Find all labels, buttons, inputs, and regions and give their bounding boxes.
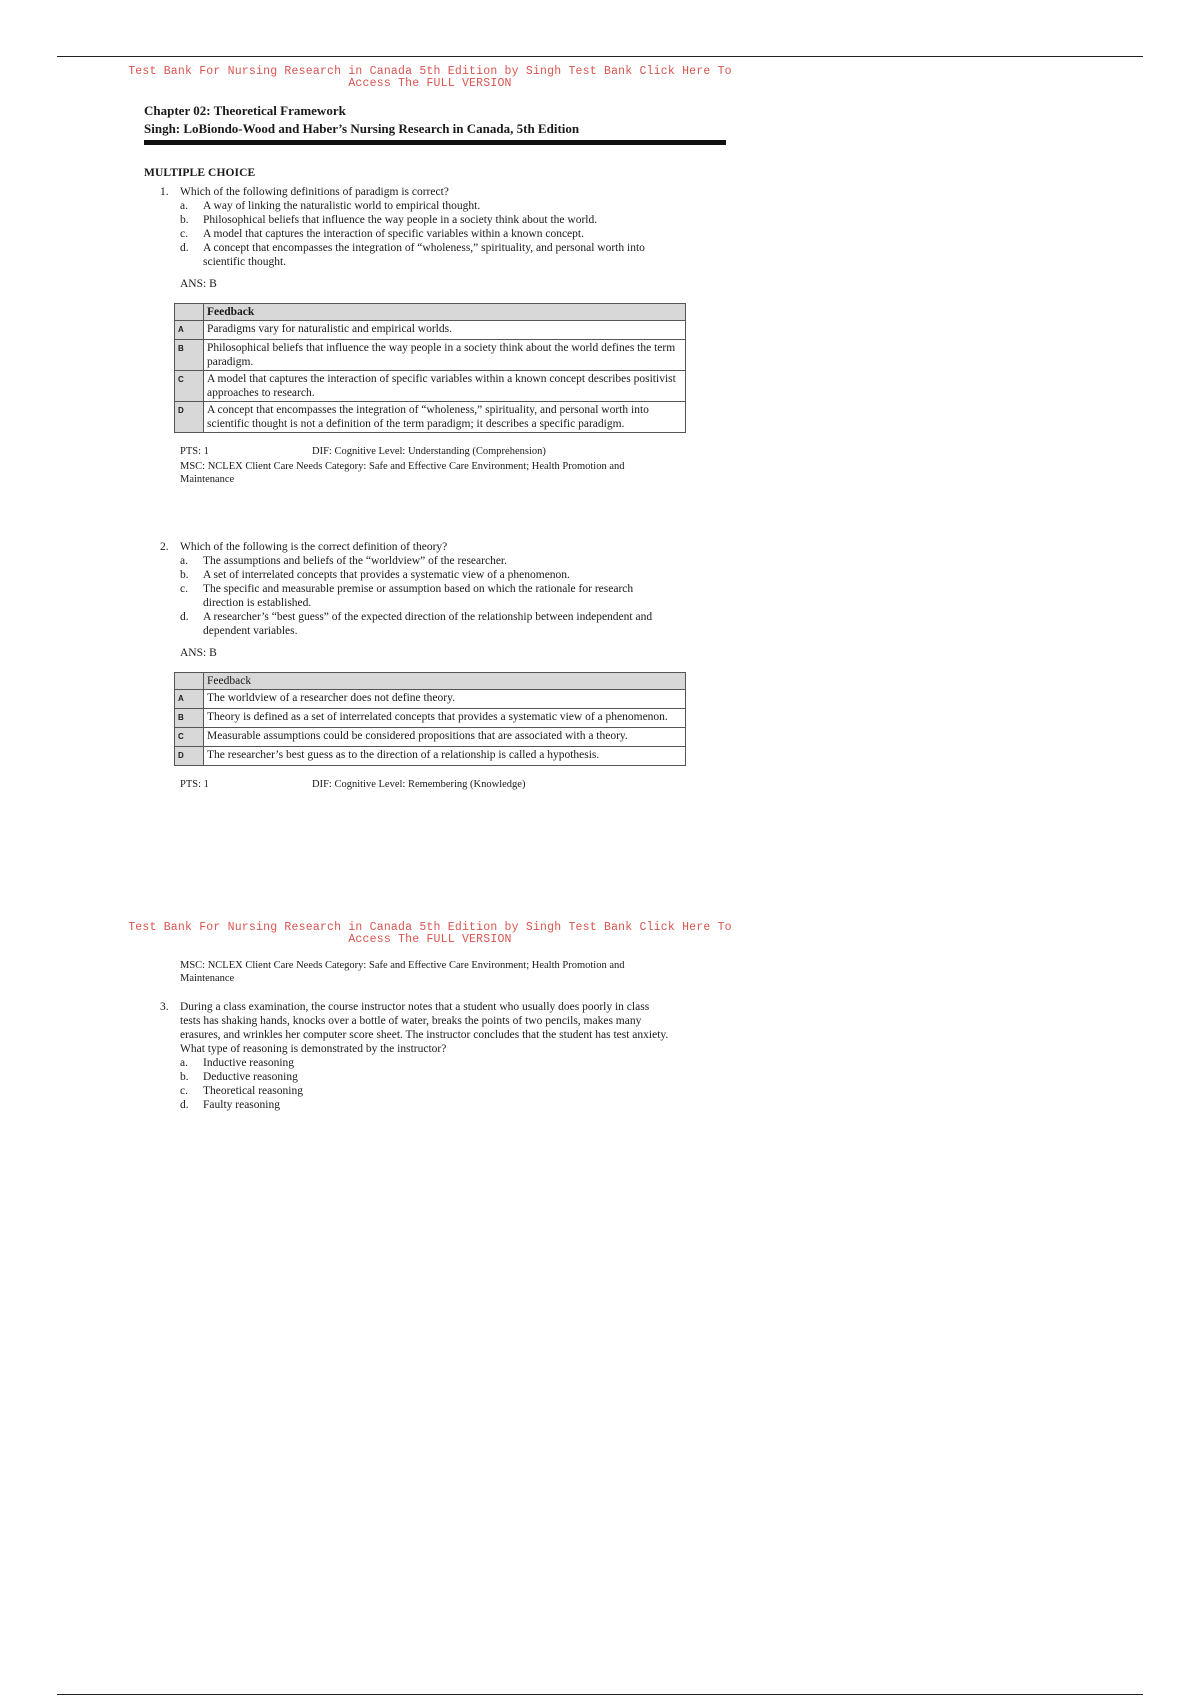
question-text: Which of the following is the correct definition of theory? xyxy=(180,541,448,553)
answer-choice xyxy=(160,554,670,568)
feedback-text: A concept that encompasses the integration of “wholeness,” spirituality, and personal worth into scientific thought is not a definition of the term paradigm; it describes a specific paradigm. xyxy=(204,402,686,433)
question-stem xyxy=(160,185,670,199)
feedback-row xyxy=(175,690,686,709)
question-stem xyxy=(160,540,670,554)
choice-text: A researcher’s “best guess” of the expected direction of the relationship between independent and dependent variables. xyxy=(203,611,653,637)
answer-choice xyxy=(160,582,670,610)
feedback-letter: D xyxy=(175,402,204,433)
choice-letter: a. xyxy=(180,1057,188,1069)
feedback-text: Philosophical beliefs that influence the way people in a society think about the world defines the term paradigm. xyxy=(204,340,686,371)
metadata-row xyxy=(180,778,670,791)
question-number: 1. xyxy=(160,186,169,198)
choice-text: The assumptions and beliefs of the “worldview” of the researcher. xyxy=(203,555,508,567)
question-1 xyxy=(160,185,676,486)
feedback-table xyxy=(174,303,686,433)
answer-choice xyxy=(160,610,670,638)
answer-choice xyxy=(160,1084,670,1098)
feedback-row xyxy=(175,321,686,340)
feedback-row xyxy=(175,728,686,747)
feedback-table xyxy=(174,672,686,766)
page-top-rule xyxy=(57,56,1143,57)
feedback-text: Measurable assumptions could be considered propositions that are associated with a theory. xyxy=(204,728,686,747)
feedback-row xyxy=(175,340,686,371)
choice-text: Inductive reasoning xyxy=(203,1057,295,1069)
choice-letter: d. xyxy=(180,611,189,623)
msc-category: MSC: NCLEX Client Care Needs Category: Safe and Effective Care Environment; Health Promotion and Maintenance xyxy=(180,461,625,485)
book-title: Singh: LoBiondo-Wood and Haber’s Nursing Research in Canada, 5th Edition xyxy=(144,121,580,136)
difficulty: DIF: Cognitive Level: Remembering (Knowledge) xyxy=(312,779,526,790)
question-number: 3. xyxy=(160,1001,169,1013)
msc-category: MSC: NCLEX Client Care Needs Category: Safe and Effective Care Environment; Health Promotion and Maintenance xyxy=(180,960,625,984)
answer-key: ANS: B xyxy=(180,278,217,290)
choice-letter: a. xyxy=(180,555,188,567)
choice-letter: b. xyxy=(180,214,189,226)
answer-choice xyxy=(160,1098,670,1112)
feedback-header: Feedback xyxy=(204,304,686,321)
page-crop-edge xyxy=(80,1138,780,1145)
chapter-title: Chapter 02: Theoretical Framework xyxy=(144,103,346,118)
feedback-text: The worldview of a researcher does not define theory. xyxy=(204,690,686,709)
answer-choice xyxy=(160,213,670,227)
metadata-row xyxy=(180,445,670,458)
watermark-line-2[interactable]: Access The FULL VERSION xyxy=(348,933,512,946)
watermark-line-2[interactable]: Access The FULL VERSION xyxy=(348,77,512,90)
feedback-letter: A xyxy=(175,690,204,709)
question-text: During a class examination, the course instructor notes that a student who usually does poorly in class tests has shaking hands, knocks over a bottle of water, breaks the points of two pencils, makes many erasures, and wrinkles her computer score sheet. The instructor concludes that the student has test anxiety. What type of reasoning is demonstrated by the instructor? xyxy=(180,1001,669,1055)
feedback-letter: B xyxy=(175,340,204,371)
watermark-line-1[interactable]: Test Bank For Nursing Research in Canada 5th Edition by Singh Test Bank Click Here To xyxy=(128,921,732,934)
choice-letter: b. xyxy=(180,1071,189,1083)
points: PTS: 1 xyxy=(180,779,209,790)
feedback-text: Theory is defined as a set of interrelated concepts that provides a systematic view of a phenomenon. xyxy=(204,709,686,728)
feedback-corner-cell xyxy=(175,304,204,321)
choice-text: Philosophical beliefs that influence the way people in a society think about the world. xyxy=(203,214,598,226)
choice-letter: d. xyxy=(180,1099,189,1111)
document-page xyxy=(80,62,780,1145)
feedback-text: A model that captures the interaction of specific variables within a known concept describes positivist approaches to research. xyxy=(204,371,686,402)
answer-choice xyxy=(160,1056,670,1070)
choice-text: Faulty reasoning xyxy=(203,1099,280,1111)
feedback-text: Paradigms vary for naturalistic and empirical worlds. xyxy=(204,321,686,340)
feedback-text: The researcher’s best guess as to the direction of a relationship is called a hypothesis. xyxy=(204,747,686,766)
choice-letter: c. xyxy=(180,583,188,595)
feedback-letter: A xyxy=(175,321,204,340)
choice-text: Theoretical reasoning xyxy=(203,1085,303,1097)
choice-text: A model that captures the interaction of specific variables within a known concept. xyxy=(203,228,584,240)
choice-letter: c. xyxy=(180,1085,188,1097)
watermark-top[interactable] xyxy=(80,66,780,90)
choice-letter: a. xyxy=(180,200,188,212)
question-stem xyxy=(160,1000,670,1056)
watermark-line-1[interactable]: Test Bank For Nursing Research in Canada 5th Edition by Singh Test Bank Click Here To xyxy=(128,65,732,78)
answer-choice xyxy=(160,568,670,582)
feedback-letter: D xyxy=(175,747,204,766)
header-rule xyxy=(144,140,726,145)
choice-letter: d. xyxy=(180,242,189,254)
document-header xyxy=(144,102,734,145)
question-2 xyxy=(160,540,670,791)
section-heading: MULTIPLE CHOICE xyxy=(144,167,256,179)
feedback-header-row xyxy=(175,304,686,321)
feedback-letter: C xyxy=(175,728,204,747)
question-metadata xyxy=(160,445,670,486)
question-2-continued xyxy=(160,957,670,985)
question-metadata xyxy=(160,778,670,791)
feedback-row xyxy=(175,371,686,402)
choice-text: Deductive reasoning xyxy=(203,1071,298,1083)
feedback-corner-cell xyxy=(175,673,204,690)
answer-choice xyxy=(160,1070,670,1084)
page-bottom-rule xyxy=(57,1694,1143,1695)
choice-letter: b. xyxy=(180,569,189,581)
choice-text: A way of linking the naturalistic world to empirical thought. xyxy=(203,200,481,212)
feedback-row xyxy=(175,709,686,728)
question-3 xyxy=(160,1000,670,1112)
answer-choice xyxy=(160,241,670,269)
choice-text: A set of interrelated concepts that provides a systematic view of a phenomenon. xyxy=(203,569,570,581)
feedback-letter: B xyxy=(175,709,204,728)
answer-choice xyxy=(160,199,670,213)
feedback-row xyxy=(175,747,686,766)
feedback-header: Feedback xyxy=(204,673,686,690)
feedback-header-row xyxy=(175,673,686,690)
difficulty: DIF: Cognitive Level: Understanding (Comprehension) xyxy=(312,446,546,457)
points: PTS: 1 xyxy=(180,446,209,457)
question-text: Which of the following definitions of paradigm is correct? xyxy=(180,186,449,198)
question-metadata xyxy=(160,959,670,985)
answer-key: ANS: B xyxy=(180,647,217,659)
watermark-middle[interactable] xyxy=(80,922,780,946)
choice-text: A concept that encompasses the integration of “wholeness,” spirituality, and personal worth into scientific thought. xyxy=(203,242,645,268)
choice-text: The specific and measurable premise or assumption based on which the rationale for research direction is established. xyxy=(203,583,634,609)
choice-letter: c. xyxy=(180,228,188,240)
feedback-row xyxy=(175,402,686,433)
question-number: 2. xyxy=(160,541,169,553)
answer-choice xyxy=(160,227,670,241)
feedback-letter: C xyxy=(175,371,204,402)
